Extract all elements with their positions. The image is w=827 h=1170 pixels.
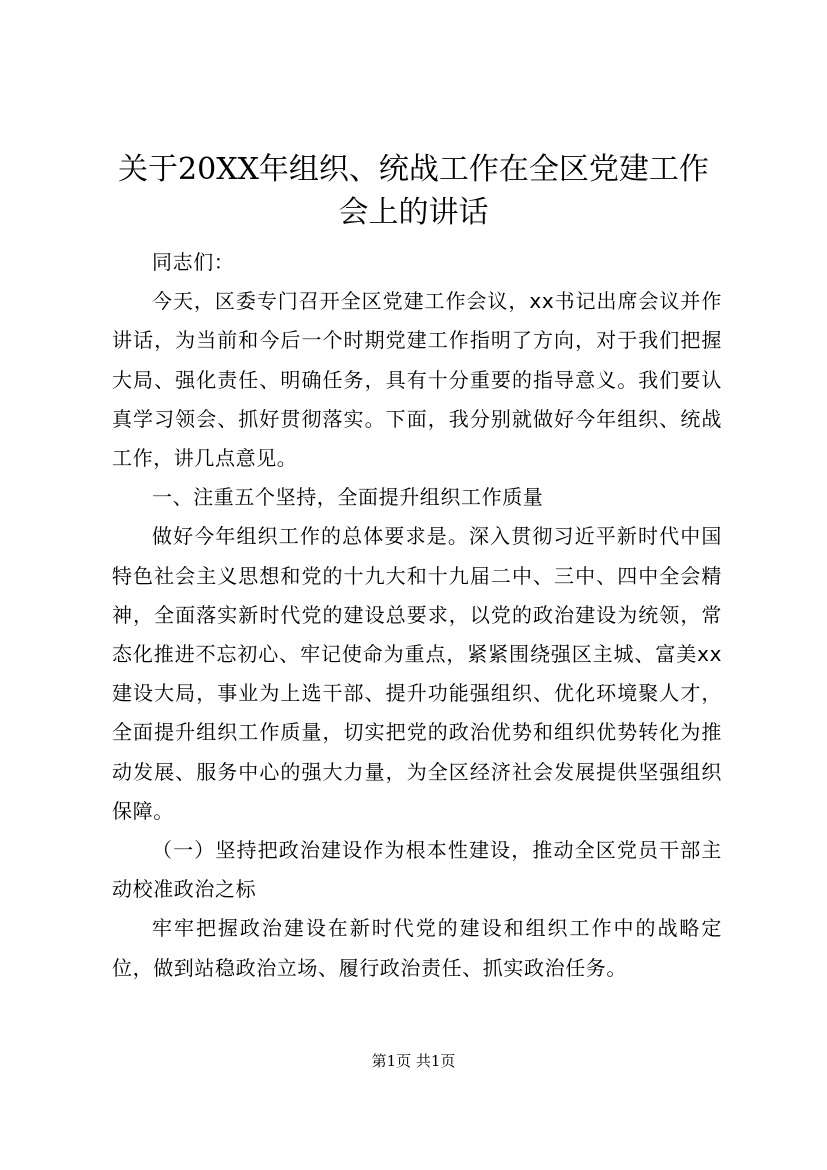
page-footer: 第1页 共1页 [371,1052,456,1070]
document-body [112,243,722,988]
document-title-line-2: 会上的讲话 [338,195,489,230]
document-title-line-1: 关于20XX年组织、统战工作在全区党建工作 [118,152,709,187]
body-paragraph: 今天，区委专门召开全区党建工作会议，xx书记出席会议并作讲话，为当前和今后一个时期党建工作指明了方向，对于我们把握大局、强化责任、明确任务，具有十分重要的指导意义。我们要认真学习领会、抓好贯彻落实。下面，我分别就做好今年组织、统战工作，讲几点意见。 [112,289,722,471]
body-paragraph: 牢牢把握政治建设在新时代党的建设和组织工作中的战略定位，做到站稳政治立场、履行政治责任、抓实政治任务。 [112,916,722,980]
salutation: 同志们： [152,250,235,274]
body-paragraph: 做好今年组织工作的总体要求是。深入贯彻习近平新时代中国特色社会主义思想和党的十九大和十九届二中、三中、四中全会精神，全面落实新时代党的建设总要求，以党的政治建设为统领，常态化推进不忘初心、牢记使命为重点，紧紧围绕强区主城、富美xx建设大局，事业为上选干部、提升功能强组织、优化环境聚人才，全面提升组织工作质量，切实把党的政治优势和组织优势转化为推动发展、服务中心的强大力量，为全区经济社会发展提供坚强组织保障。 [112,524,722,823]
subsection-heading: （一）坚持把政治建设作为根本性建设，推动全区党员干部主动校准政治之标 [112,838,722,902]
section-heading: 一、注重五个坚持，全面提升组织工作质量 [152,485,544,510]
